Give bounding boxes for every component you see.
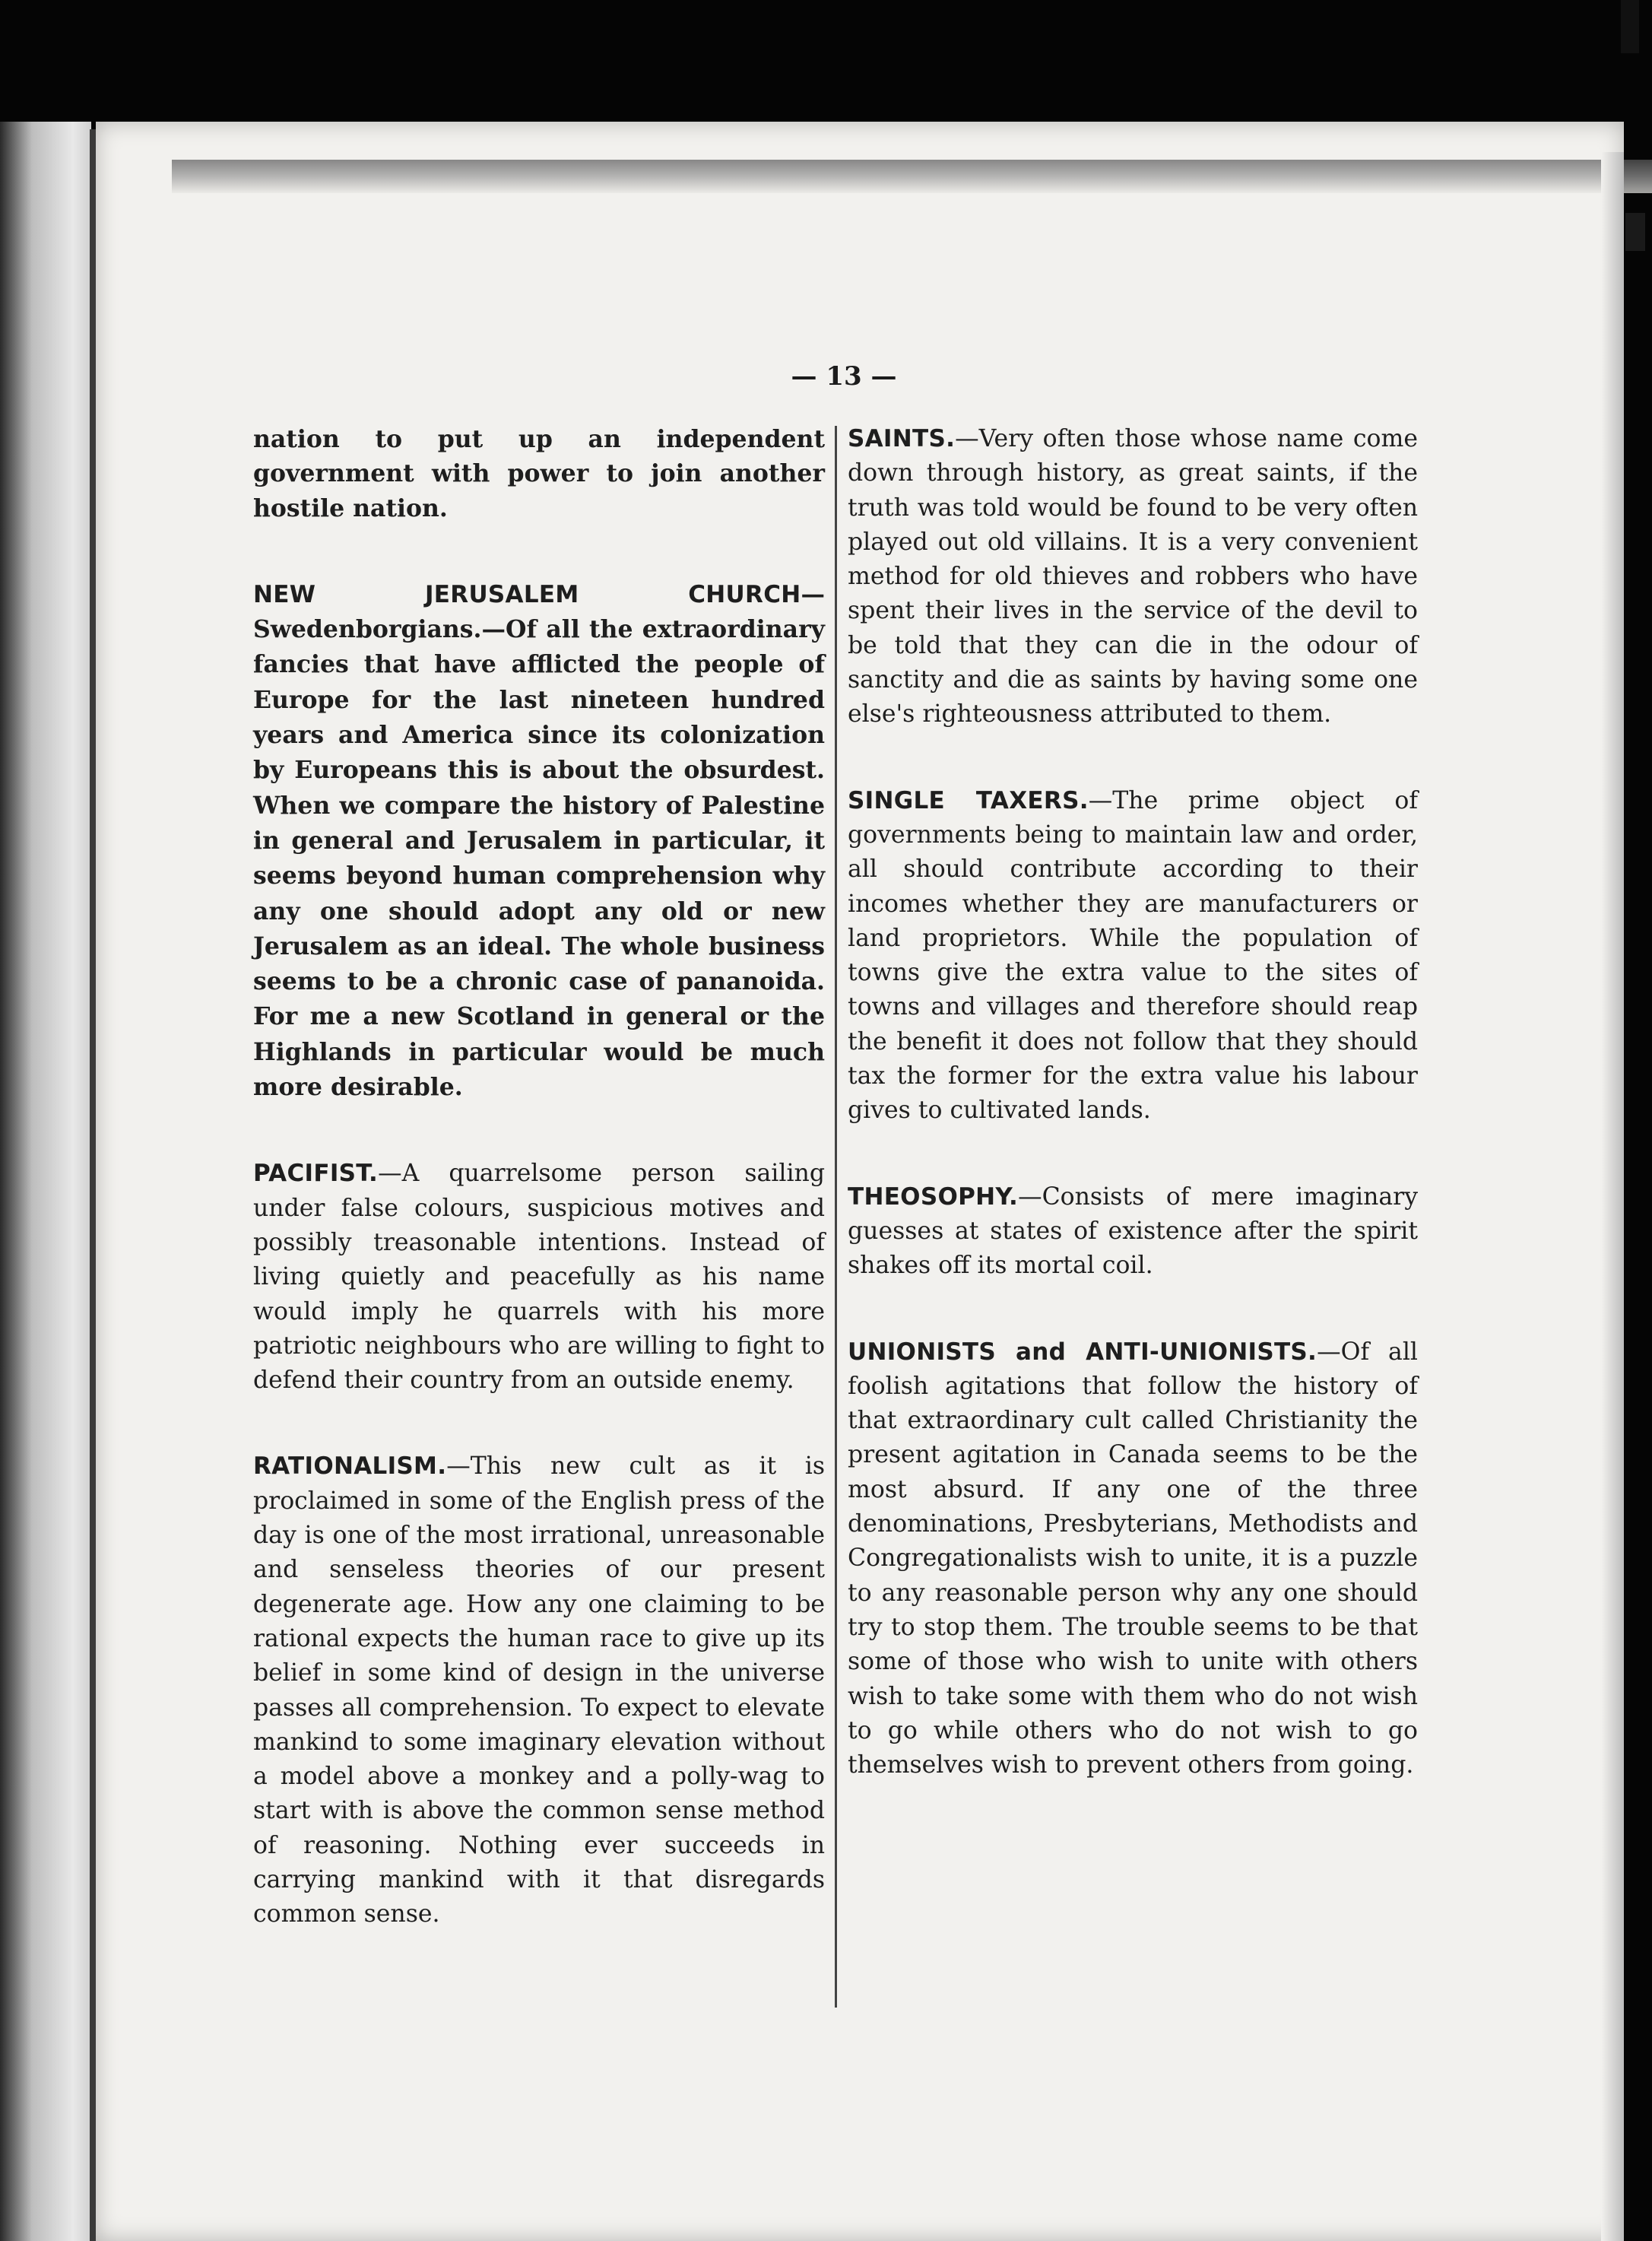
page-right-shadow [1601,152,1624,2241]
left-column [253,422,825,1932]
entry-text: —Very often those whose name come down through history, as great saints, if the truth was told would be found to be very often played out old villains. It is a very convenient method for old thieves and robbers who have spent their lives in the service of the devil to be told that they can die in the odour of sanctity and die as saints by having some one else's righteousness attributed to them. [848,425,1418,728]
entry-text: —A quarrelsome person sailing under false colours, suspicious motives and possibly treasonable intentions. Instead of living quietly and peacefully as his name would imply he quarrels with his more patriotic neighbours who are willing to fight to defend their country from an outside enemy. [253,1160,825,1395]
right-column [848,422,1418,1782]
entry-heading: RATIONALISM. [253,1452,447,1481]
entry-heading: SINGLE TAXERS. [848,786,1089,814]
scan-left-edge [0,122,91,2241]
entry-heading: NEW JERUSALEM CHURCH [253,580,801,608]
entry-saints [848,422,1418,732]
entry-text: —The prime object of governments being to maintain law and order, all should contribute according to their incomes whether they are manufacturers or land proprietors. While the population of towns give the extra value to the sites of towns and villages and therefore should reap the benefit it does not follow that they should tax the former for the extra value his labour gives to cultivated lands. [848,786,1418,1125]
scan-edge-mark [1625,213,1645,251]
entry-theosophy [848,1180,1418,1284]
entry-text: —Of all foolish agitations that follow the history of that extraordinary cult called Christianity the present agitation in Canada seems to be the most absurd. If any one of the three denominations, Presbyterians, Methodists and Congregationalists wish to unite, it is a puzzle to any reasonable person why any one should try to stop them. The trouble seems to be that some of those who wish to unite with others wish to take some with them who do not wish to go while others who do not wish to go themselves wish to prevent others from going. [848,1338,1418,1779]
entry-heading: PACIFIST. [253,1160,379,1188]
scan-corner-mark [1621,0,1639,53]
entry-single-taxers [848,784,1418,1128]
entry-text: —This new cult as it is proclaimed in some of the English press of the day is one of the most irrational, unreasonable and senseless theories of our present degenerate age. How any one claiming to be rational expects the human race to give up its belief in some kind of design in the universe passes all comprehension. To expect to elevate mankind to some imaginary elevation without a model above a monkey and a polly-wag to start with is above the common sense method of reasoning. Nothing ever succeeds in carrying mankind with it that disregards common sense. [253,1452,825,1928]
continuation-paragraph: nation to put up an independent government with power to join another hostile nation. [253,425,825,522]
scan-binding-shadow [90,129,96,2241]
page-number: — 13 — [791,361,897,392]
entry-rationalism [253,1449,825,1932]
entry-new-jerusalem-church [253,577,825,1105]
page-top-shadow [172,160,1652,193]
entry-pacifist [253,1157,825,1398]
entry-text: —Consists of mere imaginary guesses at states of existence after the spirit shakes off its mortal coil. [848,1182,1418,1280]
entry-unionists [848,1335,1418,1783]
entry-heading: UNIONISTS and ANTI-UNIONISTS. [848,1338,1317,1366]
entry-text: —Swedenborgians.—Of all the extraordinary fancies that have afflicted the people of Europe for the last nineteen hundred years and America since its colonization by Europeans this is about the obsurdest. When we compare the history of Palestine in general and Jerusalem in particular, it seems beyond human comprehension why any one should adopt any old or new Jerusalem as an ideal. The whole business seems to be a chronic case of pananoida. For me a new Scotland in general or the Highlands in particular would be much more desirable. [253,579,825,1102]
entry-heading: SAINTS. [848,425,956,452]
entry-heading: THEOSOPHY. [848,1182,1019,1211]
column-divider [835,426,837,2008]
